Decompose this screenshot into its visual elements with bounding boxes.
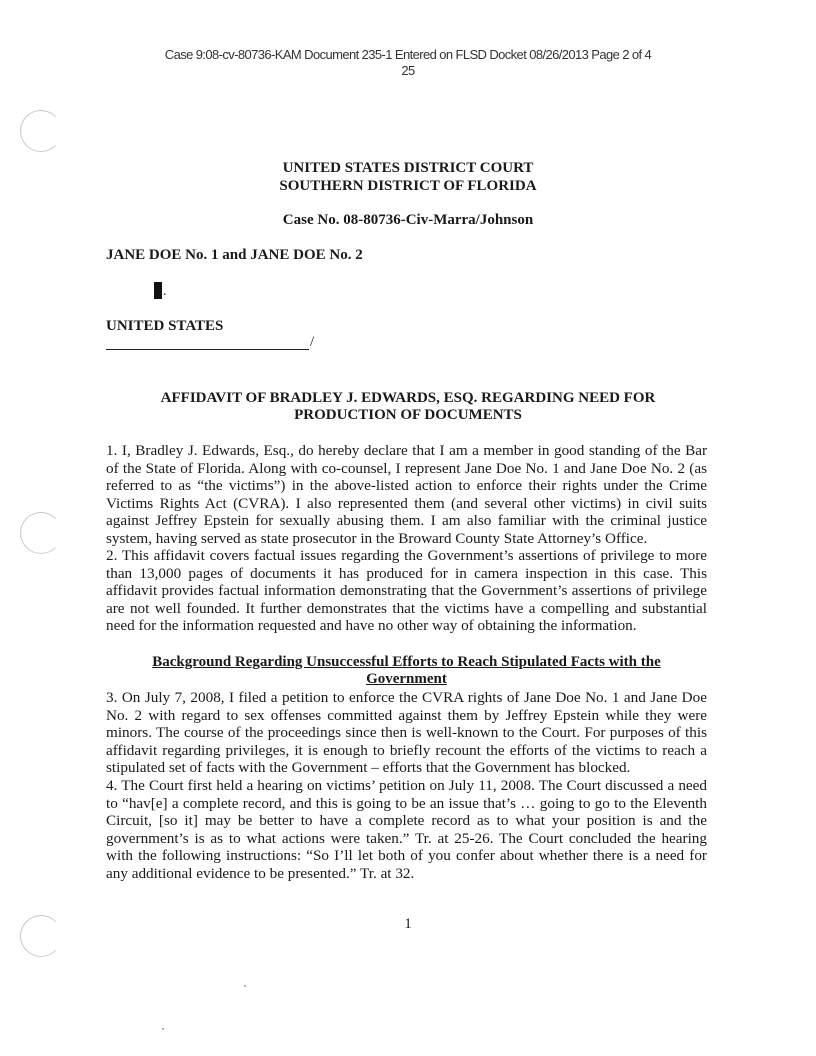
punch-hole-top (20, 110, 62, 152)
filing-header-page-ref: 25 (401, 63, 415, 78)
plaintiffs-caption: JANE DOE No. 1 and JANE DOE No. 2 (106, 247, 363, 263)
paragraph-3: 3. On July 7, 2008, I filed a petition to enforce the CVRA rights of Jane Doe No. 1 and Jane Doe No. 2 with regard to sex offenses committed against them by Jeffrey Epstein while they were minors. The course of the proceedings since then is well-known to the Court. For purposes of this affidavit regarding privileges, it is enough to briefly recount the efforts of the victims to reach a stipulated set of facts with the Government – efforts that the Government has blocked. (106, 689, 707, 777)
caption-slash: / (310, 334, 315, 350)
punch-hole-middle (20, 512, 62, 554)
paragraph-4: 4. The Court first held a hearing on victims’ petition on July 11, 2008. The Court discussed a need to “hav[e] a complete record, and this is going to be an issue that’s … going to go to the Eleventh Circuit, [so it] may be better to have a complete record as to what your position is and the government’s is as to what actions were taken.” Tr. at 25-26. The Court concluded the hearing with the following instructions: “So I’ll let both of you confer about whether there is a need for any additional evidence to be presented.” Tr. at 32. (106, 777, 707, 882)
court-district: SOUTHERN DISTRICT OF FLORIDA (279, 178, 537, 194)
case-number: Case No. 08-80736-Civ-Marra/Johnson (282, 212, 534, 228)
section-heading-line2: Government (366, 671, 447, 687)
affidavit-title-line2: PRODUCTION OF DOCUMENTS (294, 407, 522, 423)
defendant-caption: UNITED STATES (106, 318, 224, 334)
page-number: 1 (404, 916, 412, 932)
paragraph-2: 2. This affidavit covers factual issues regarding the Government’s assertions of privilege to more than 13,000 pages of documents it has produced for in camera inspection in this case. This affidavit provides factual information demonstrating that the Government’s assertions of privilege are not well founded. It further demonstrates that the victims have a compelling and substantial need for the information requested and have no other way of obtaining the information. (106, 547, 707, 635)
caption-underline (106, 349, 309, 350)
section-heading: Background Regarding Unsuccessful Efforts to Reach Stipulated Facts with the (152, 654, 661, 670)
filing-header: Case 9:08-cv-80736-KAM Document 235-1 Entered on FLSD Docket 08/26/2013 Page 2 of 4 (164, 47, 652, 62)
scan-speck (244, 985, 246, 987)
paragraph-1: 1. I, Bradley J. Edwards, Esq., do hereby declare that I am a member in good standing of the Bar of the State of Florida. Along with co-counsel, I represent Jane Doe No. 1 and Jane Doe No. 2 (as referred to as “the victims”) in the above-listed action to enforce their rights under the Crime Victims Rights Act (CVRA). I also represented them (and several other victims) in civil suits against Jeffrey Epstein for sexually abusing them. I am also familiar with the criminal justice system, having served as state prosecutor in the Broward County State Attorney’s Office. (106, 442, 707, 547)
redaction-period: . (163, 284, 167, 299)
redaction-block (154, 282, 162, 299)
affidavit-title: AFFIDAVIT OF BRADLEY J. EDWARDS, ESQ. REGARDING NEED FOR (160, 390, 656, 406)
court-name: UNITED STATES DISTRICT COURT (282, 160, 534, 176)
scan-speck (162, 1028, 164, 1030)
